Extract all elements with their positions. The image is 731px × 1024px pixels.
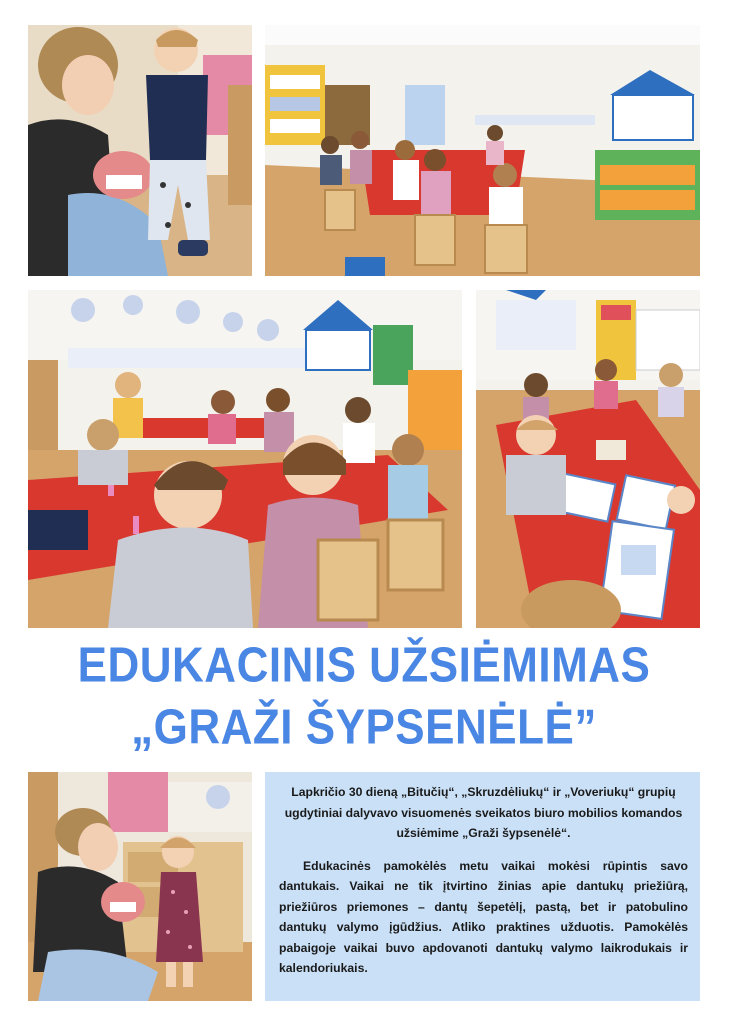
article-text-box [265, 772, 700, 1001]
photo-child-tooth-model [28, 25, 252, 276]
article-body-paragraph: Edukacinės pamokėlės metu vaikai mokėsi rūpintis savo dantukais. Vaikai ne tik įtvirtino žinias apie dantukų priežiūrą, priežiūros priemones – dantų šepetėlį, pastą, bet ir patobulino dantukų valymo įgūdžius. Atliko praktines užduotis. Pamokėlės pabaigoje vaikai buvo apdovanoti dantukų valymo laikrodukais ir kalendoriukais. [279, 858, 688, 975]
photo-classroom-wide [265, 25, 700, 276]
photo-children-worksheets [476, 290, 700, 628]
headline-line-2: „GRAŽI ŠYPSENĖLĖ” [131, 700, 597, 755]
article-intro-paragraph: Lapkričio 30 dieną „Bitučių“, „Skruzdėliukų“ ir „Voveriukų“ grupių ugdytiniai dalyvavo visuomenės sveikatos biuro mobilios komandos užsiėmime „Graži šypsenėlė“. [284, 785, 683, 840]
photo-girl-with-educator [28, 772, 252, 1001]
photo-children-at-table [28, 290, 462, 628]
headline-line-1: EDUKACINIS UŽSIĖMIMAS [77, 638, 651, 693]
